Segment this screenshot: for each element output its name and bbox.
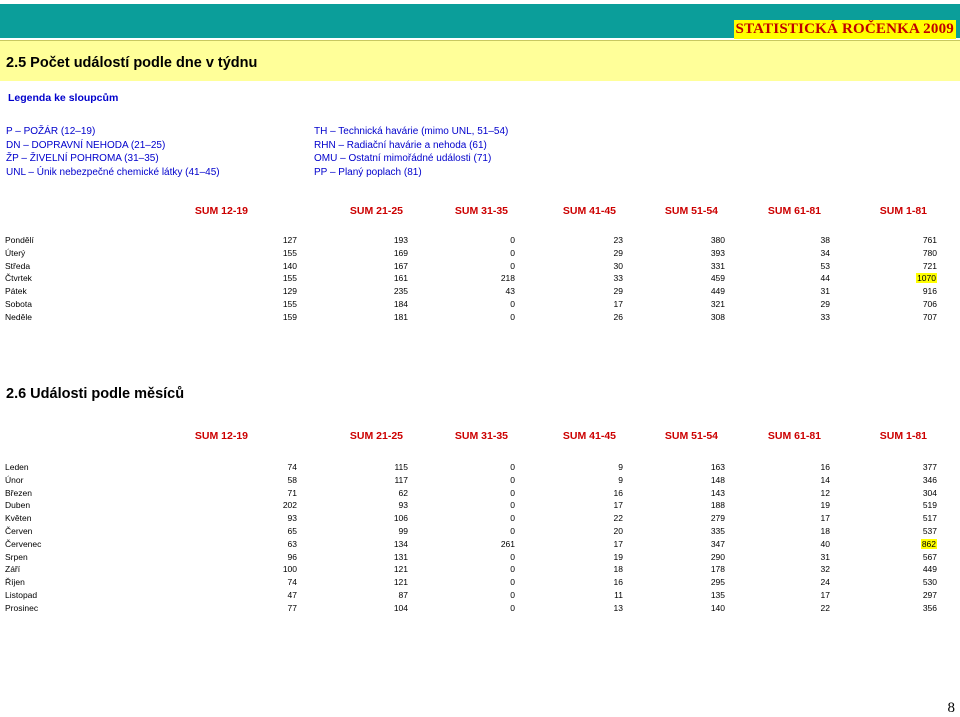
column-header-row bbox=[0, 201, 960, 223]
column-header: SUM 31-35 bbox=[454, 430, 508, 442]
table-cell: 449 bbox=[710, 286, 725, 297]
column-header: SUM 12-19 bbox=[194, 205, 248, 217]
table-cell: 0 bbox=[510, 311, 515, 322]
table-cell: 93 bbox=[398, 500, 408, 511]
table-cell: 356 bbox=[922, 602, 937, 613]
table-cell: 304 bbox=[922, 487, 937, 498]
column-header: SUM 21-25 bbox=[349, 205, 403, 217]
legend-right-column bbox=[314, 125, 508, 179]
column-header: SUM 61-81 bbox=[767, 205, 821, 217]
table-cell: 163 bbox=[710, 462, 725, 472]
column-header: SUM 1-81 bbox=[879, 205, 927, 217]
column-header: SUM 21-25 bbox=[349, 430, 403, 442]
table-cell: 104 bbox=[393, 602, 408, 613]
table-row bbox=[0, 602, 937, 615]
table-cell: 347 bbox=[710, 538, 725, 549]
table-row bbox=[0, 247, 937, 260]
column-header: SUM 51-54 bbox=[664, 430, 718, 442]
table-row bbox=[0, 538, 937, 551]
legend-title-bar bbox=[0, 81, 960, 116]
table-row bbox=[0, 525, 937, 538]
table-cell: 14 bbox=[820, 474, 830, 485]
table-cell: 169 bbox=[393, 247, 408, 258]
table-cell: 184 bbox=[393, 298, 408, 309]
table-cell: 519 bbox=[922, 500, 937, 511]
legend-title: Legenda ke sloupcům bbox=[8, 92, 119, 104]
table-cell: 17 bbox=[613, 500, 623, 511]
legend-item: UNL – Únik nebezpečné chemické látky (41–45) bbox=[6, 166, 220, 178]
row-label: Čtvrtek bbox=[5, 273, 32, 284]
legend bbox=[0, 116, 960, 184]
table-cell: 135 bbox=[710, 589, 725, 600]
table-cell: 17 bbox=[613, 538, 623, 549]
table-row bbox=[0, 589, 937, 602]
table-cell: 26 bbox=[613, 311, 623, 322]
table-row bbox=[0, 576, 937, 589]
table-row bbox=[0, 260, 937, 273]
table-cell: 0 bbox=[510, 513, 515, 524]
table-cell: 331 bbox=[710, 260, 725, 271]
column-header: SUM 41-45 bbox=[562, 205, 616, 217]
row-label: Červen bbox=[5, 525, 33, 536]
table-cell: 134 bbox=[393, 538, 408, 549]
table-cell: 131 bbox=[393, 551, 408, 562]
table-cell: 44 bbox=[820, 273, 830, 284]
row-label: Srpen bbox=[5, 551, 28, 562]
legend-item: TH – Technická havárie (mimo UNL, 51–54) bbox=[314, 126, 509, 137]
table-cell: 279 bbox=[710, 513, 725, 524]
table-cell: 155 bbox=[282, 247, 297, 258]
weekday-table bbox=[0, 234, 937, 324]
table-cell: 721 bbox=[922, 260, 937, 271]
legend-item: P – POŽÁR (12–19) bbox=[6, 126, 96, 137]
table-cell: 17 bbox=[820, 513, 830, 524]
table-cell: 290 bbox=[710, 551, 725, 562]
row-label: Středa bbox=[5, 260, 31, 271]
row-label: Červenec bbox=[5, 538, 42, 549]
table-cell: 706 bbox=[922, 298, 937, 309]
row-label: Neděle bbox=[5, 311, 32, 322]
table-cell: 17 bbox=[820, 589, 830, 600]
column-header: SUM 61-81 bbox=[767, 430, 821, 442]
section-title-bar bbox=[0, 40, 960, 82]
table-cell: 0 bbox=[510, 298, 515, 309]
table-cell: 707 bbox=[922, 311, 937, 322]
table-cell: 33 bbox=[613, 273, 623, 284]
table-cell: 18 bbox=[820, 525, 830, 536]
table-cell: 449 bbox=[922, 564, 937, 575]
legend-item: OMU – Ostatní mimořádné události (71) bbox=[314, 153, 492, 165]
table-cell: 530 bbox=[922, 577, 937, 588]
table-cell: 93 bbox=[287, 513, 297, 524]
table-cell: 43 bbox=[505, 286, 515, 297]
table-cell: 0 bbox=[510, 564, 515, 575]
row-label: Září bbox=[5, 564, 21, 575]
table-cell: 517 bbox=[922, 513, 937, 524]
table-cell: 40 bbox=[820, 538, 830, 549]
table-cell: 159 bbox=[282, 311, 297, 322]
table-row bbox=[0, 461, 937, 474]
row-label: Květen bbox=[5, 513, 32, 524]
table-cell: 65 bbox=[287, 525, 297, 536]
section-title: 2.5 Počet událostí podle dne v týdnu bbox=[6, 55, 258, 71]
row-label: Listopad bbox=[5, 589, 38, 600]
column-header-row bbox=[0, 426, 960, 448]
column-header: SUM 41-45 bbox=[562, 430, 616, 442]
table-cell: 106 bbox=[393, 513, 408, 524]
table-cell: 30 bbox=[613, 260, 623, 271]
table-row bbox=[0, 487, 937, 500]
table-cell: 193 bbox=[393, 235, 408, 245]
row-label: Pondělí bbox=[5, 235, 34, 245]
table-cell: 261 bbox=[500, 538, 515, 549]
table-cell: 87 bbox=[398, 589, 408, 600]
table-cell: 346 bbox=[922, 474, 937, 485]
table-cell: 74 bbox=[287, 577, 297, 588]
table-cell: 202 bbox=[282, 500, 297, 511]
table-cell: 181 bbox=[393, 311, 408, 322]
row-label: Říjen bbox=[5, 577, 25, 588]
table-cell: 77 bbox=[287, 602, 297, 613]
table-cell: 459 bbox=[710, 273, 725, 284]
table-cell: 47 bbox=[287, 589, 297, 600]
table-cell: 22 bbox=[820, 602, 830, 613]
table-cell: 100 bbox=[282, 564, 297, 575]
table-cell: 22 bbox=[613, 513, 623, 524]
table-cell: 17 bbox=[613, 298, 623, 309]
table-cell: 380 bbox=[710, 235, 725, 245]
table-row bbox=[0, 563, 937, 576]
table-cell: 308 bbox=[710, 311, 725, 322]
table-cell: 9 bbox=[618, 474, 623, 485]
table-cell: 58 bbox=[287, 474, 297, 485]
table-cell: 0 bbox=[510, 247, 515, 258]
table-cell: 297 bbox=[922, 589, 937, 600]
row-label: Leden bbox=[5, 462, 29, 472]
table-cell: 29 bbox=[820, 298, 830, 309]
table-cell: 321 bbox=[710, 298, 725, 309]
table-cell bbox=[830, 538, 937, 551]
table-cell: 16 bbox=[613, 577, 623, 588]
table-cell: 127 bbox=[282, 235, 297, 245]
section-title: 2.6 Události podle měsíců bbox=[6, 386, 185, 402]
legend-item: RHN – Radiační havárie a nehoda (61) bbox=[314, 139, 487, 151]
table-cell: 140 bbox=[282, 260, 297, 271]
legend-item: ŽP – ŽIVELNÍ POHROMA (31–35) bbox=[6, 153, 159, 165]
table-cell: 0 bbox=[510, 462, 515, 472]
table-cell: 29 bbox=[613, 286, 623, 297]
table-cell: 99 bbox=[398, 525, 408, 536]
table-cell: 0 bbox=[510, 474, 515, 485]
column-header: SUM 1-81 bbox=[879, 430, 927, 442]
table-cell: 0 bbox=[510, 235, 515, 245]
table-cell: 71 bbox=[287, 487, 297, 498]
table-row bbox=[0, 499, 937, 512]
table-cell: 916 bbox=[922, 286, 937, 297]
table-cell: 19 bbox=[613, 551, 623, 562]
table-cell: 188 bbox=[710, 500, 725, 511]
yearbook-title: STATISTICKÁ ROČENKA 2009 bbox=[735, 21, 954, 37]
legend-item: DN – DOPRAVNÍ NEHODA (21–25) bbox=[6, 139, 166, 151]
table-cell: 96 bbox=[287, 551, 297, 562]
row-label: Úterý bbox=[5, 247, 26, 258]
table-cell: 12 bbox=[820, 487, 830, 498]
table-cell: 62 bbox=[398, 487, 408, 498]
table-cell: 23 bbox=[613, 235, 623, 245]
table-cell: 235 bbox=[393, 286, 408, 297]
table-cell: 761 bbox=[922, 235, 937, 245]
table-cell: 31 bbox=[820, 551, 830, 562]
table-cell bbox=[830, 272, 937, 285]
table-cell: 38 bbox=[820, 235, 830, 245]
table-cell: 13 bbox=[613, 602, 623, 613]
table-cell: 33 bbox=[820, 311, 830, 322]
table-cell: 335 bbox=[710, 525, 725, 536]
table-cell: 11 bbox=[614, 589, 623, 600]
row-label: Pátek bbox=[5, 286, 27, 297]
month-table bbox=[0, 461, 937, 615]
table-cell: 121 bbox=[393, 577, 408, 588]
table-cell: 31 bbox=[820, 286, 830, 297]
row-label: Duben bbox=[5, 500, 31, 511]
table-cell: 218 bbox=[500, 273, 515, 284]
table-cell: 0 bbox=[510, 260, 515, 271]
table-cell: 0 bbox=[510, 577, 515, 588]
table-row bbox=[0, 512, 937, 525]
table-cell: 129 bbox=[282, 286, 297, 297]
table-cell: 0 bbox=[510, 500, 515, 511]
table-cell: 537 bbox=[922, 525, 937, 536]
table-cell: 29 bbox=[613, 247, 623, 258]
table-cell: 20 bbox=[613, 525, 623, 536]
table-cell: 16 bbox=[613, 487, 623, 498]
table-cell: 780 bbox=[922, 247, 937, 258]
table-row bbox=[0, 285, 937, 298]
table-cell: 0 bbox=[510, 487, 515, 498]
table-cell: 18 bbox=[613, 564, 623, 575]
table-cell: 19 bbox=[820, 500, 830, 511]
table-cell: 0 bbox=[510, 589, 515, 600]
table-cell: 32 bbox=[820, 564, 830, 575]
table-cell: 0 bbox=[510, 525, 515, 536]
table-cell: 53 bbox=[820, 260, 830, 271]
table-cell: 24 bbox=[820, 577, 830, 588]
table-cell: 155 bbox=[282, 298, 297, 309]
table-cell: 178 bbox=[710, 564, 725, 575]
table-cell: 117 bbox=[394, 474, 408, 485]
row-label: Březen bbox=[5, 487, 32, 498]
table-row bbox=[0, 311, 937, 324]
table-cell: 143 bbox=[710, 487, 725, 498]
table-cell: 0 bbox=[510, 551, 515, 562]
table-row bbox=[0, 551, 937, 564]
page-number: 8 bbox=[947, 700, 955, 716]
table-cell: 115 bbox=[394, 462, 408, 472]
header-band bbox=[0, 0, 960, 40]
table-row bbox=[0, 474, 937, 487]
table-cell: 148 bbox=[710, 474, 725, 485]
highlighted-value: 1070 bbox=[917, 273, 936, 284]
row-label: Sobota bbox=[5, 298, 32, 309]
table-cell: 295 bbox=[710, 577, 725, 588]
row-label: Únor bbox=[5, 474, 24, 485]
legend-item: PP – Planý poplach (81) bbox=[314, 166, 422, 178]
table-cell: 16 bbox=[820, 462, 830, 472]
table-cell: 121 bbox=[393, 564, 408, 575]
table-cell: 167 bbox=[393, 260, 408, 271]
table-row bbox=[0, 298, 937, 311]
column-header: SUM 51-54 bbox=[664, 205, 718, 217]
table-cell: 393 bbox=[710, 247, 725, 258]
table-cell: 9 bbox=[618, 462, 623, 472]
table-cell: 377 bbox=[922, 462, 937, 472]
column-header: SUM 12-19 bbox=[194, 430, 248, 442]
row-label: Prosinec bbox=[5, 602, 39, 613]
table-cell: 63 bbox=[287, 538, 297, 549]
column-header: SUM 31-35 bbox=[454, 205, 508, 217]
table-row bbox=[0, 234, 937, 247]
highlighted-value: 862 bbox=[921, 538, 936, 549]
table-cell: 74 bbox=[287, 462, 297, 472]
table-cell: 0 bbox=[510, 602, 515, 613]
table-cell: 155 bbox=[282, 273, 297, 284]
table-cell: 161 bbox=[393, 273, 408, 284]
legend-left-column bbox=[6, 125, 220, 179]
table-cell: 34 bbox=[820, 247, 830, 258]
table-cell: 567 bbox=[922, 551, 937, 562]
table-row bbox=[0, 272, 937, 285]
table-cell: 140 bbox=[710, 602, 725, 613]
